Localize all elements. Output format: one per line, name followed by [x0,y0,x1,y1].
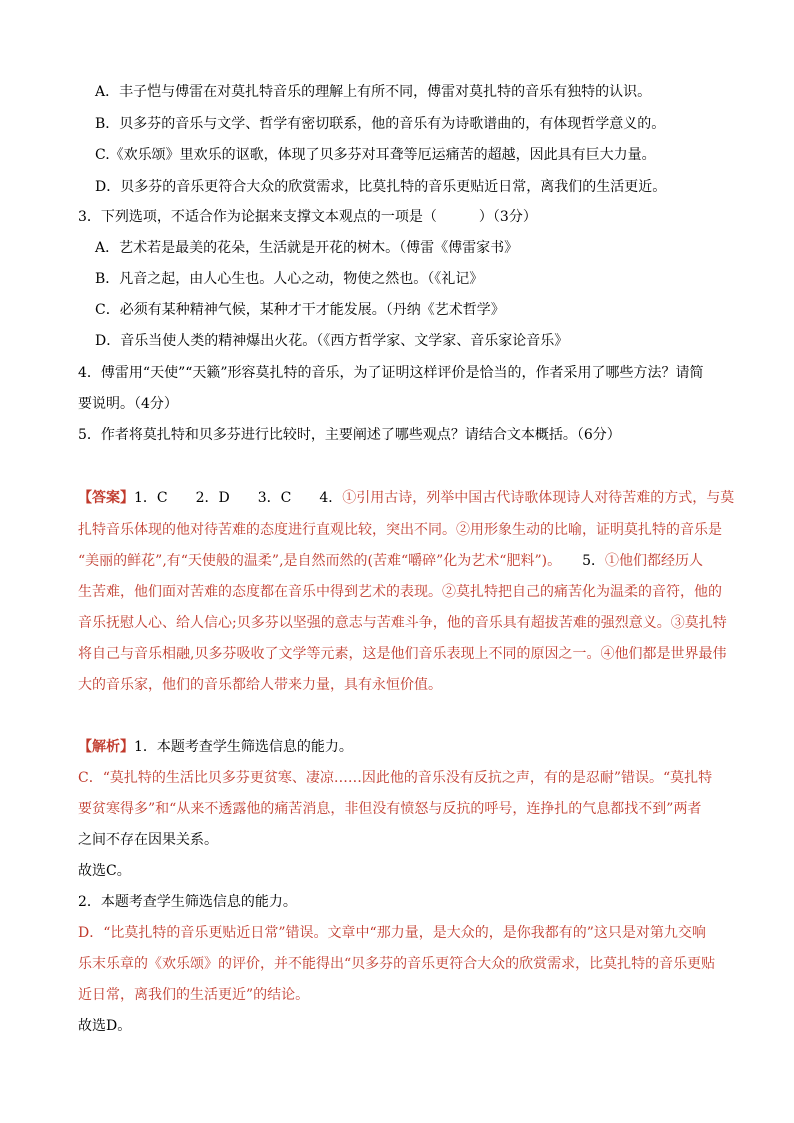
analysis-line-6: 2．本题考查学生筛选信息的能力。 [78,894,297,910]
q2-option-d: D．贝多芬的音乐更符合大众的欣赏需求，比莫扎特的音乐更贴近日常，离我们的生活更近。 [95,179,667,195]
q4-line-2: 要说明。（4分） [78,396,178,412]
answer-line-5: 音乐抚慰人心、给人信心;贝多芬以坚强的意志与苦难斗争，他的音乐具有超拔苦难的强烈意义。③莫扎特 [78,615,727,631]
analysis-line-9: 近日常，离我们的生活更近”的结论。 [78,987,310,1003]
q3-stem: 3．下列选项，不适合作为论据来支撑文本观点的一项是（ ）（3分） [78,209,537,225]
q3-option-c: C．必须有某种精神气候，某种才干才能发展。（丹纳《艺术哲学》 [95,302,505,318]
q3-option-d: D．音乐当使人类的精神爆出火花。（《西方哲学家、文学家、音乐家论音乐》 [95,333,569,349]
analysis-q1-intro: 1．本题考查学生筛选信息的能力。 [134,739,353,755]
q2-option-a: A．丰子恺与傅雷在对莫扎特音乐的理解上有所不同，傅雷对莫扎特的音乐有独特的认识。 [95,84,652,100]
analysis-line-8: 乐末乐章的《欢乐颂》的评价，并不能得出“贝多芬的音乐更符合大众的欣赏需求，比莫扎特的音乐更贴 [78,956,716,972]
analysis-line-2: C．“莫扎特的生活比贝多芬更贫寒、凄凉……因此他的音乐没有反抗之声，有的是忍耐”错误。“莫扎特 [78,770,713,786]
answer-q4-end: “美丽的鲜花”,有“天使般的温柔”,是自然而然的(苦难“嚼碎”化为艺术“肥料”)。 [78,553,555,569]
answer-line-7: 大的音乐家，他们的音乐都给人带来力量，具有永恒价值。 [78,677,442,693]
answer-line-1 [78,488,734,508]
answer-label: 【答案】 [78,490,134,506]
answer-q4-start: ①引用古诗，列举中国古代诗歌体现诗人对待苦难的方式，与莫 [342,490,735,506]
analysis-line-10: 故选D。 [78,1018,132,1034]
q3-option-a: A．艺术若是最美的花朵，生活就是开花的树木。（傅雷《傅雷家书》 [95,240,519,256]
analysis-line-3: 要贫寒得多”和“从来不透露他的痛苦消息，非但没有愤怒与反抗的呼号，连挣扎的气息都找不到”两者 [78,801,702,817]
q2-option-b: B．贝多芬的音乐与文学、哲学有密切联系，他的音乐有为诗歌谱曲的，有体现哲学意义的。 [95,116,666,132]
analysis-line-1 [78,737,353,757]
analysis-label: 【解析】 [78,739,134,755]
analysis-line-5: 故选C。 [78,863,131,879]
q5-stem: 5．作者将莫扎特和贝多芬进行比较时，主要阐述了哪些观点？请结合文本概括。（6分） [78,427,621,443]
answer-q5-number: 5． [554,553,606,569]
answer-line-4: 生苦难，他们面对苦难的态度都在音乐中得到艺术的表现。②莫扎特把自己的痛苦化为温柔的音符，他的 [78,584,722,600]
analysis-line-7: D．“比莫扎特的音乐更贴近日常”错误。文章中“那力量，是大众的，是你我都有的”这只是对第九交响 [78,925,706,941]
answer-line-6: 将自己与音乐相融,贝多芬吸收了文学等元素，这是他们音乐表现上不同的原因之一。④他们都是世界最伟 [78,646,727,662]
answer-q5-start: ①他们都经历人 [605,553,704,569]
q4-line-1: 4．傅雷用“天使”“天籁”形容莫扎特的音乐，为了证明这样评价是恰当的，作者采用了哪些方法？请简 [78,365,704,381]
answer-line-3 [78,551,703,571]
answer-line-2: 扎特音乐体现的他对待苦难的态度进行直观比较，突出不同。②用形象生动的比喻，证明莫扎特的音乐是 [78,522,722,538]
q3-option-b: B．凡音之起，由人心生也。人心之动，物使之然也。（《礼记》 [95,271,484,287]
analysis-line-4: 之间不存在因果关系。 [78,832,218,848]
answer-choices: 1．C 2．D 3．C 4． [134,490,343,506]
q2-option-c: C.《欢乐颂》里欢乐的讴歌，体现了贝多芬对耳聋等厄运痛苦的超越，因此具有巨大力量。 [95,147,656,163]
